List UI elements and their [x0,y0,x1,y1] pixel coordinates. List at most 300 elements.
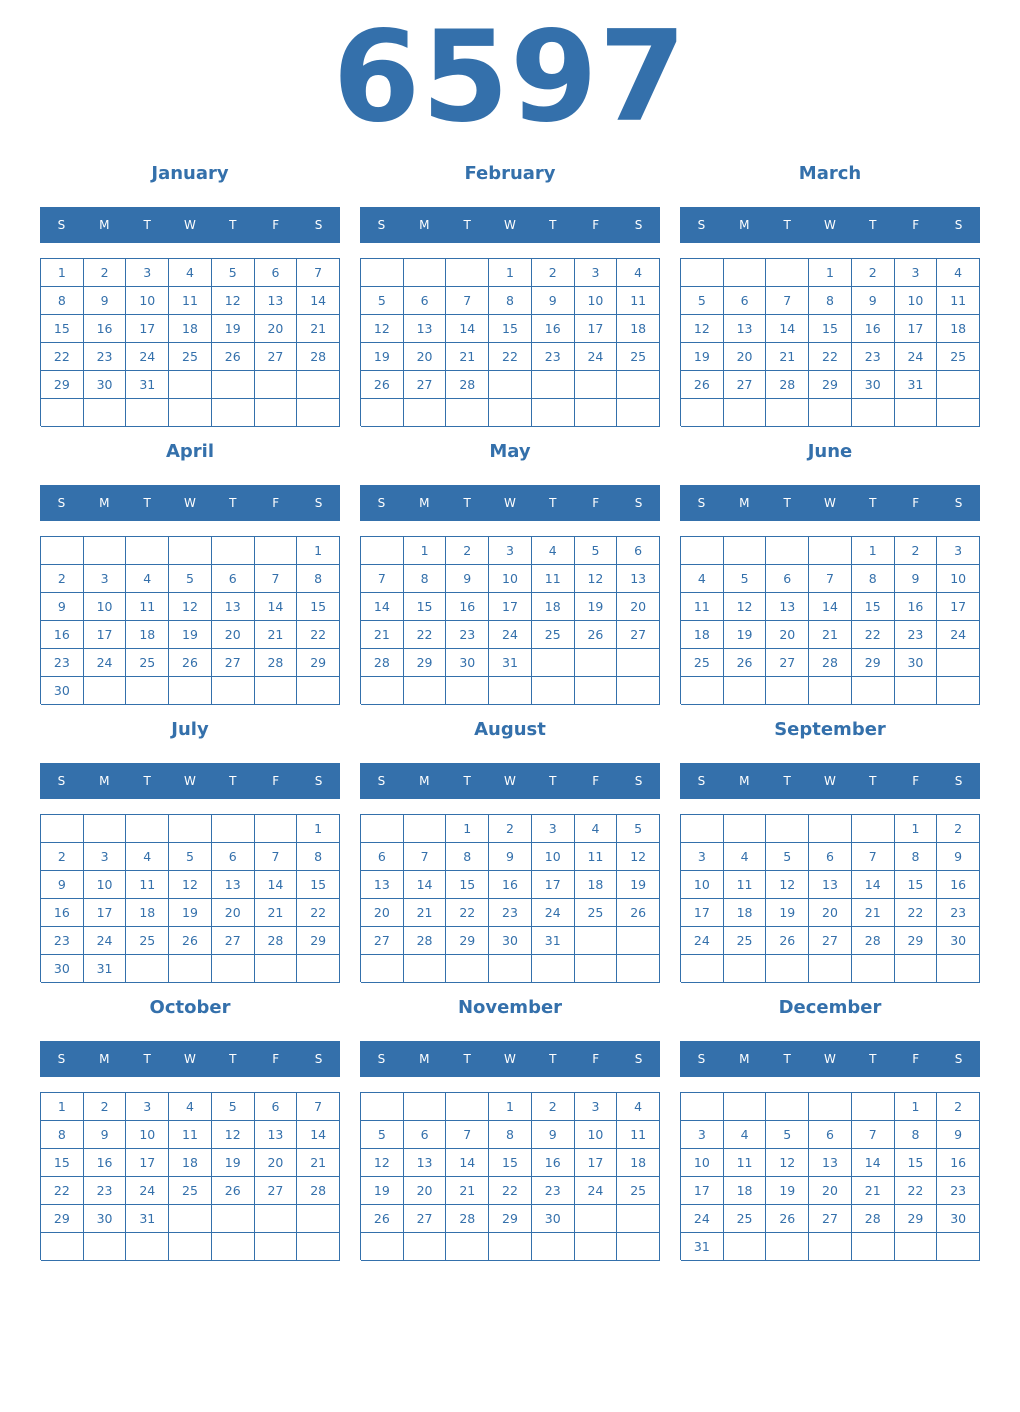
day-cell: 6 [361,843,404,871]
empty-cell [361,537,404,565]
day-cell: 8 [852,565,895,593]
empty-cell [724,399,767,427]
day-cell: 10 [84,871,127,899]
empty-cell [617,1205,660,1233]
empty-cell [575,1233,618,1261]
weekday-label: F [272,774,280,788]
day-cell: 2 [532,259,575,287]
day-cell: 29 [809,371,852,399]
empty-cell [724,815,767,843]
weekday-label: S [954,218,963,232]
day-cell: 16 [41,899,84,927]
day-cell: 5 [575,537,618,565]
empty-cell [361,259,404,287]
empty-cell [852,1233,895,1261]
day-cell: 19 [617,871,660,899]
weekday-label: F [592,1052,600,1066]
day-cell: 3 [681,1121,724,1149]
day-cell: 8 [489,1121,532,1149]
day-cell: 28 [361,649,404,677]
day-grid [40,1092,340,1260]
day-cell: 23 [489,899,532,927]
day-cell: 27 [212,649,255,677]
day-cell: 15 [895,871,938,899]
day-cell: 2 [41,565,84,593]
day-cell: 30 [895,649,938,677]
weekday-label: F [272,1052,280,1066]
weekday-header [360,207,660,243]
empty-cell [255,371,298,399]
day-cell: 11 [937,287,980,315]
month-january [40,157,340,435]
weekday-label: T [783,774,791,788]
day-cell: 9 [532,1121,575,1149]
day-cell: 28 [852,927,895,955]
empty-cell [724,677,767,705]
weekday-label: T [229,496,237,510]
empty-cell [297,1233,340,1261]
day-cell: 26 [361,371,404,399]
empty-cell [575,955,618,983]
day-cell: 15 [446,871,489,899]
weekday-header [680,207,980,243]
day-cell: 24 [126,343,169,371]
day-cell: 7 [404,843,447,871]
day-cell: 3 [937,537,980,565]
day-cell: 18 [724,899,767,927]
empty-cell [575,677,618,705]
empty-cell [297,1205,340,1233]
day-cell: 22 [41,343,84,371]
day-cell: 26 [681,371,724,399]
day-cell: 25 [617,1177,660,1205]
empty-cell [575,371,618,399]
day-cell: 7 [361,565,404,593]
day-cell: 25 [681,649,724,677]
day-grid [40,814,340,982]
day-cell: 29 [404,649,447,677]
empty-cell [895,1233,938,1261]
day-cell: 25 [724,927,767,955]
day-cell: 10 [895,287,938,315]
day-cell: 21 [361,621,404,649]
day-cell: 29 [41,1205,84,1233]
empty-cell [681,259,724,287]
weekday-label: M [419,218,430,232]
day-grid [360,814,660,982]
weekday-label: F [272,218,280,232]
weekday-label: S [954,774,963,788]
day-cell: 12 [575,565,618,593]
day-cell: 24 [895,343,938,371]
day-cell: 18 [937,315,980,343]
day-cell: 16 [937,1149,980,1177]
weekday-label: M [99,218,110,232]
empty-cell [41,815,84,843]
day-cell: 10 [681,1149,724,1177]
day-cell: 21 [404,899,447,927]
day-cell: 13 [809,1149,852,1177]
day-cell: 3 [126,259,169,287]
day-cell: 10 [681,871,724,899]
day-cell: 16 [84,1149,127,1177]
day-cell: 23 [84,1177,127,1205]
month-name: July [171,719,209,740]
day-cell: 3 [532,815,575,843]
day-cell: 17 [895,315,938,343]
day-cell: 5 [212,259,255,287]
weekday-label: T [869,774,877,788]
day-cell: 27 [404,1205,447,1233]
day-cell: 22 [852,621,895,649]
empty-cell [212,399,255,427]
weekday-header [40,207,340,243]
empty-cell [446,259,489,287]
day-cell: 14 [255,871,298,899]
day-cell: 27 [404,371,447,399]
weekday-label: F [592,496,600,510]
day-cell: 30 [532,1205,575,1233]
day-cell: 11 [169,1121,212,1149]
weekday-label: F [912,774,920,788]
day-cell: 4 [575,815,618,843]
month-september [680,713,980,991]
empty-cell [766,815,809,843]
day-cell: 11 [617,1121,660,1149]
weekday-label: W [504,496,516,510]
day-cell: 18 [169,315,212,343]
day-cell: 23 [41,927,84,955]
day-cell: 24 [532,899,575,927]
empty-cell [532,1233,575,1261]
day-cell: 20 [404,1177,447,1205]
empty-cell [852,955,895,983]
empty-cell [766,1093,809,1121]
weekday-label: S [57,496,66,510]
empty-cell [212,677,255,705]
weekday-label: M [739,218,750,232]
day-cell: 5 [766,1121,809,1149]
day-cell: 29 [852,649,895,677]
day-cell: 5 [169,843,212,871]
day-cell: 28 [297,1177,340,1205]
day-cell: 22 [489,1177,532,1205]
weekday-header [680,1041,980,1077]
weekday-label: T [463,774,471,788]
day-cell: 6 [766,565,809,593]
weekday-label: T [229,1052,237,1066]
day-cell: 24 [937,621,980,649]
empty-cell [212,1233,255,1261]
weekday-label: M [739,1052,750,1066]
day-cell: 10 [84,593,127,621]
weekday-label: M [99,1052,110,1066]
day-cell: 28 [255,649,298,677]
day-cell: 25 [169,343,212,371]
weekday-label: S [697,1052,706,1066]
empty-cell [617,955,660,983]
day-cell: 15 [895,1149,938,1177]
empty-cell [852,399,895,427]
day-cell: 17 [126,315,169,343]
day-cell: 21 [809,621,852,649]
day-grid [40,536,340,704]
empty-cell [766,955,809,983]
day-cell: 31 [532,927,575,955]
weekday-label: T [549,496,557,510]
day-cell: 29 [297,927,340,955]
day-cell: 3 [895,259,938,287]
day-cell: 6 [809,843,852,871]
empty-cell [617,649,660,677]
day-cell: 19 [169,899,212,927]
day-cell: 10 [575,287,618,315]
empty-cell [169,815,212,843]
weekday-label: T [463,218,471,232]
month-february [360,157,660,435]
day-cell: 11 [724,1149,767,1177]
empty-cell [809,815,852,843]
empty-cell [255,399,298,427]
day-cell: 31 [126,371,169,399]
day-cell: 18 [617,1149,660,1177]
weekday-label: W [184,774,196,788]
weekday-label: M [99,774,110,788]
day-cell: 25 [937,343,980,371]
day-cell: 31 [681,1233,724,1261]
day-cell: 18 [575,871,618,899]
weekday-label: S [57,774,66,788]
weekday-label: W [824,1052,836,1066]
day-cell: 12 [617,843,660,871]
day-cell: 6 [404,287,447,315]
empty-cell [937,1233,980,1261]
day-cell: 18 [724,1177,767,1205]
day-cell: 19 [361,343,404,371]
day-cell: 17 [532,871,575,899]
weekday-label: S [57,218,66,232]
day-cell: 9 [446,565,489,593]
weekday-label: S [634,1052,643,1066]
month-april [40,435,340,713]
day-cell: 25 [126,649,169,677]
weekday-header [360,1041,660,1077]
day-grid [40,258,340,426]
day-cell: 22 [895,899,938,927]
empty-cell [617,677,660,705]
day-cell: 12 [766,871,809,899]
day-cell: 29 [297,649,340,677]
day-cell: 15 [404,593,447,621]
day-cell: 19 [766,1177,809,1205]
weekday-label: S [377,496,386,510]
day-grid [680,1092,980,1260]
month-june [680,435,980,713]
empty-cell [489,677,532,705]
day-cell: 12 [212,287,255,315]
empty-cell [724,955,767,983]
day-cell: 10 [937,565,980,593]
day-cell: 6 [809,1121,852,1149]
empty-cell [937,649,980,677]
empty-cell [617,371,660,399]
empty-cell [361,677,404,705]
day-cell: 7 [766,287,809,315]
day-cell: 14 [446,1149,489,1177]
month-december [680,991,980,1269]
day-cell: 3 [84,565,127,593]
day-cell: 20 [766,621,809,649]
day-cell: 22 [809,343,852,371]
day-cell: 19 [575,593,618,621]
day-cell: 6 [255,259,298,287]
day-cell: 22 [41,1177,84,1205]
day-cell: 17 [126,1149,169,1177]
weekday-label: F [272,496,280,510]
day-cell: 25 [169,1177,212,1205]
day-cell: 29 [895,927,938,955]
day-cell: 22 [404,621,447,649]
month-name: May [489,441,531,462]
empty-cell [724,537,767,565]
day-cell: 8 [895,843,938,871]
weekday-header [40,763,340,799]
empty-cell [895,677,938,705]
day-cell: 1 [41,1093,84,1121]
day-cell: 15 [297,593,340,621]
day-cell: 25 [724,1205,767,1233]
day-cell: 3 [681,843,724,871]
day-cell: 27 [255,343,298,371]
day-cell: 27 [617,621,660,649]
empty-cell [361,399,404,427]
day-cell: 13 [212,593,255,621]
empty-cell [126,955,169,983]
day-cell: 9 [937,843,980,871]
empty-cell [532,955,575,983]
day-cell: 13 [255,1121,298,1149]
day-cell: 30 [446,649,489,677]
day-cell: 4 [617,1093,660,1121]
day-cell: 18 [681,621,724,649]
empty-cell [681,677,724,705]
empty-cell [41,537,84,565]
weekday-label: S [697,774,706,788]
empty-cell [404,1093,447,1121]
day-cell: 11 [575,843,618,871]
day-cell: 25 [617,343,660,371]
day-cell: 7 [255,565,298,593]
weekday-header [680,763,980,799]
day-cell: 16 [532,1149,575,1177]
day-cell: 29 [895,1205,938,1233]
day-cell: 30 [489,927,532,955]
day-cell: 14 [852,1149,895,1177]
empty-cell [169,399,212,427]
day-cell: 5 [169,565,212,593]
empty-cell [212,815,255,843]
day-cell: 25 [126,927,169,955]
month-name: September [774,719,886,740]
day-cell: 15 [852,593,895,621]
day-grid [360,258,660,426]
empty-cell [532,649,575,677]
weekday-label: T [143,218,151,232]
day-cell: 9 [895,565,938,593]
day-cell: 8 [895,1121,938,1149]
weekday-label: M [739,496,750,510]
day-cell: 5 [681,287,724,315]
day-cell: 3 [489,537,532,565]
day-cell: 14 [852,871,895,899]
day-cell: 28 [809,649,852,677]
day-cell: 26 [361,1205,404,1233]
day-cell: 4 [126,565,169,593]
month-name: June [807,441,853,462]
day-cell: 31 [84,955,127,983]
day-cell: 23 [937,899,980,927]
day-cell: 23 [446,621,489,649]
day-cell: 21 [446,343,489,371]
day-cell: 4 [169,259,212,287]
day-cell: 2 [852,259,895,287]
weekday-label: W [824,218,836,232]
day-cell: 21 [297,315,340,343]
weekday-label: S [314,496,323,510]
empty-cell [575,399,618,427]
weekday-label: T [463,496,471,510]
day-cell: 16 [84,315,127,343]
day-cell: 21 [255,899,298,927]
empty-cell [446,677,489,705]
weekday-label: S [697,496,706,510]
day-cell: 22 [895,1177,938,1205]
empty-cell [212,955,255,983]
day-cell: 11 [724,871,767,899]
day-cell: 23 [852,343,895,371]
empty-cell [766,399,809,427]
empty-cell [404,815,447,843]
day-cell: 8 [41,287,84,315]
day-cell: 13 [404,1149,447,1177]
empty-cell [255,815,298,843]
empty-cell [212,537,255,565]
empty-cell [361,1233,404,1261]
weekday-label: S [57,1052,66,1066]
month-november [360,991,660,1269]
weekday-label: S [314,1052,323,1066]
day-cell: 28 [852,1205,895,1233]
day-cell: 5 [361,287,404,315]
day-cell: 4 [617,259,660,287]
day-cell: 4 [126,843,169,871]
day-cell: 10 [126,287,169,315]
day-cell: 16 [489,871,532,899]
day-cell: 20 [809,899,852,927]
weekday-header [360,763,660,799]
empty-cell [852,815,895,843]
day-cell: 8 [404,565,447,593]
day-cell: 13 [404,315,447,343]
empty-cell [575,927,618,955]
empty-cell [255,1233,298,1261]
weekday-label: M [739,774,750,788]
day-cell: 3 [84,843,127,871]
empty-cell [361,1093,404,1121]
day-cell: 26 [212,343,255,371]
day-cell: 29 [41,371,84,399]
day-cell: 15 [489,1149,532,1177]
